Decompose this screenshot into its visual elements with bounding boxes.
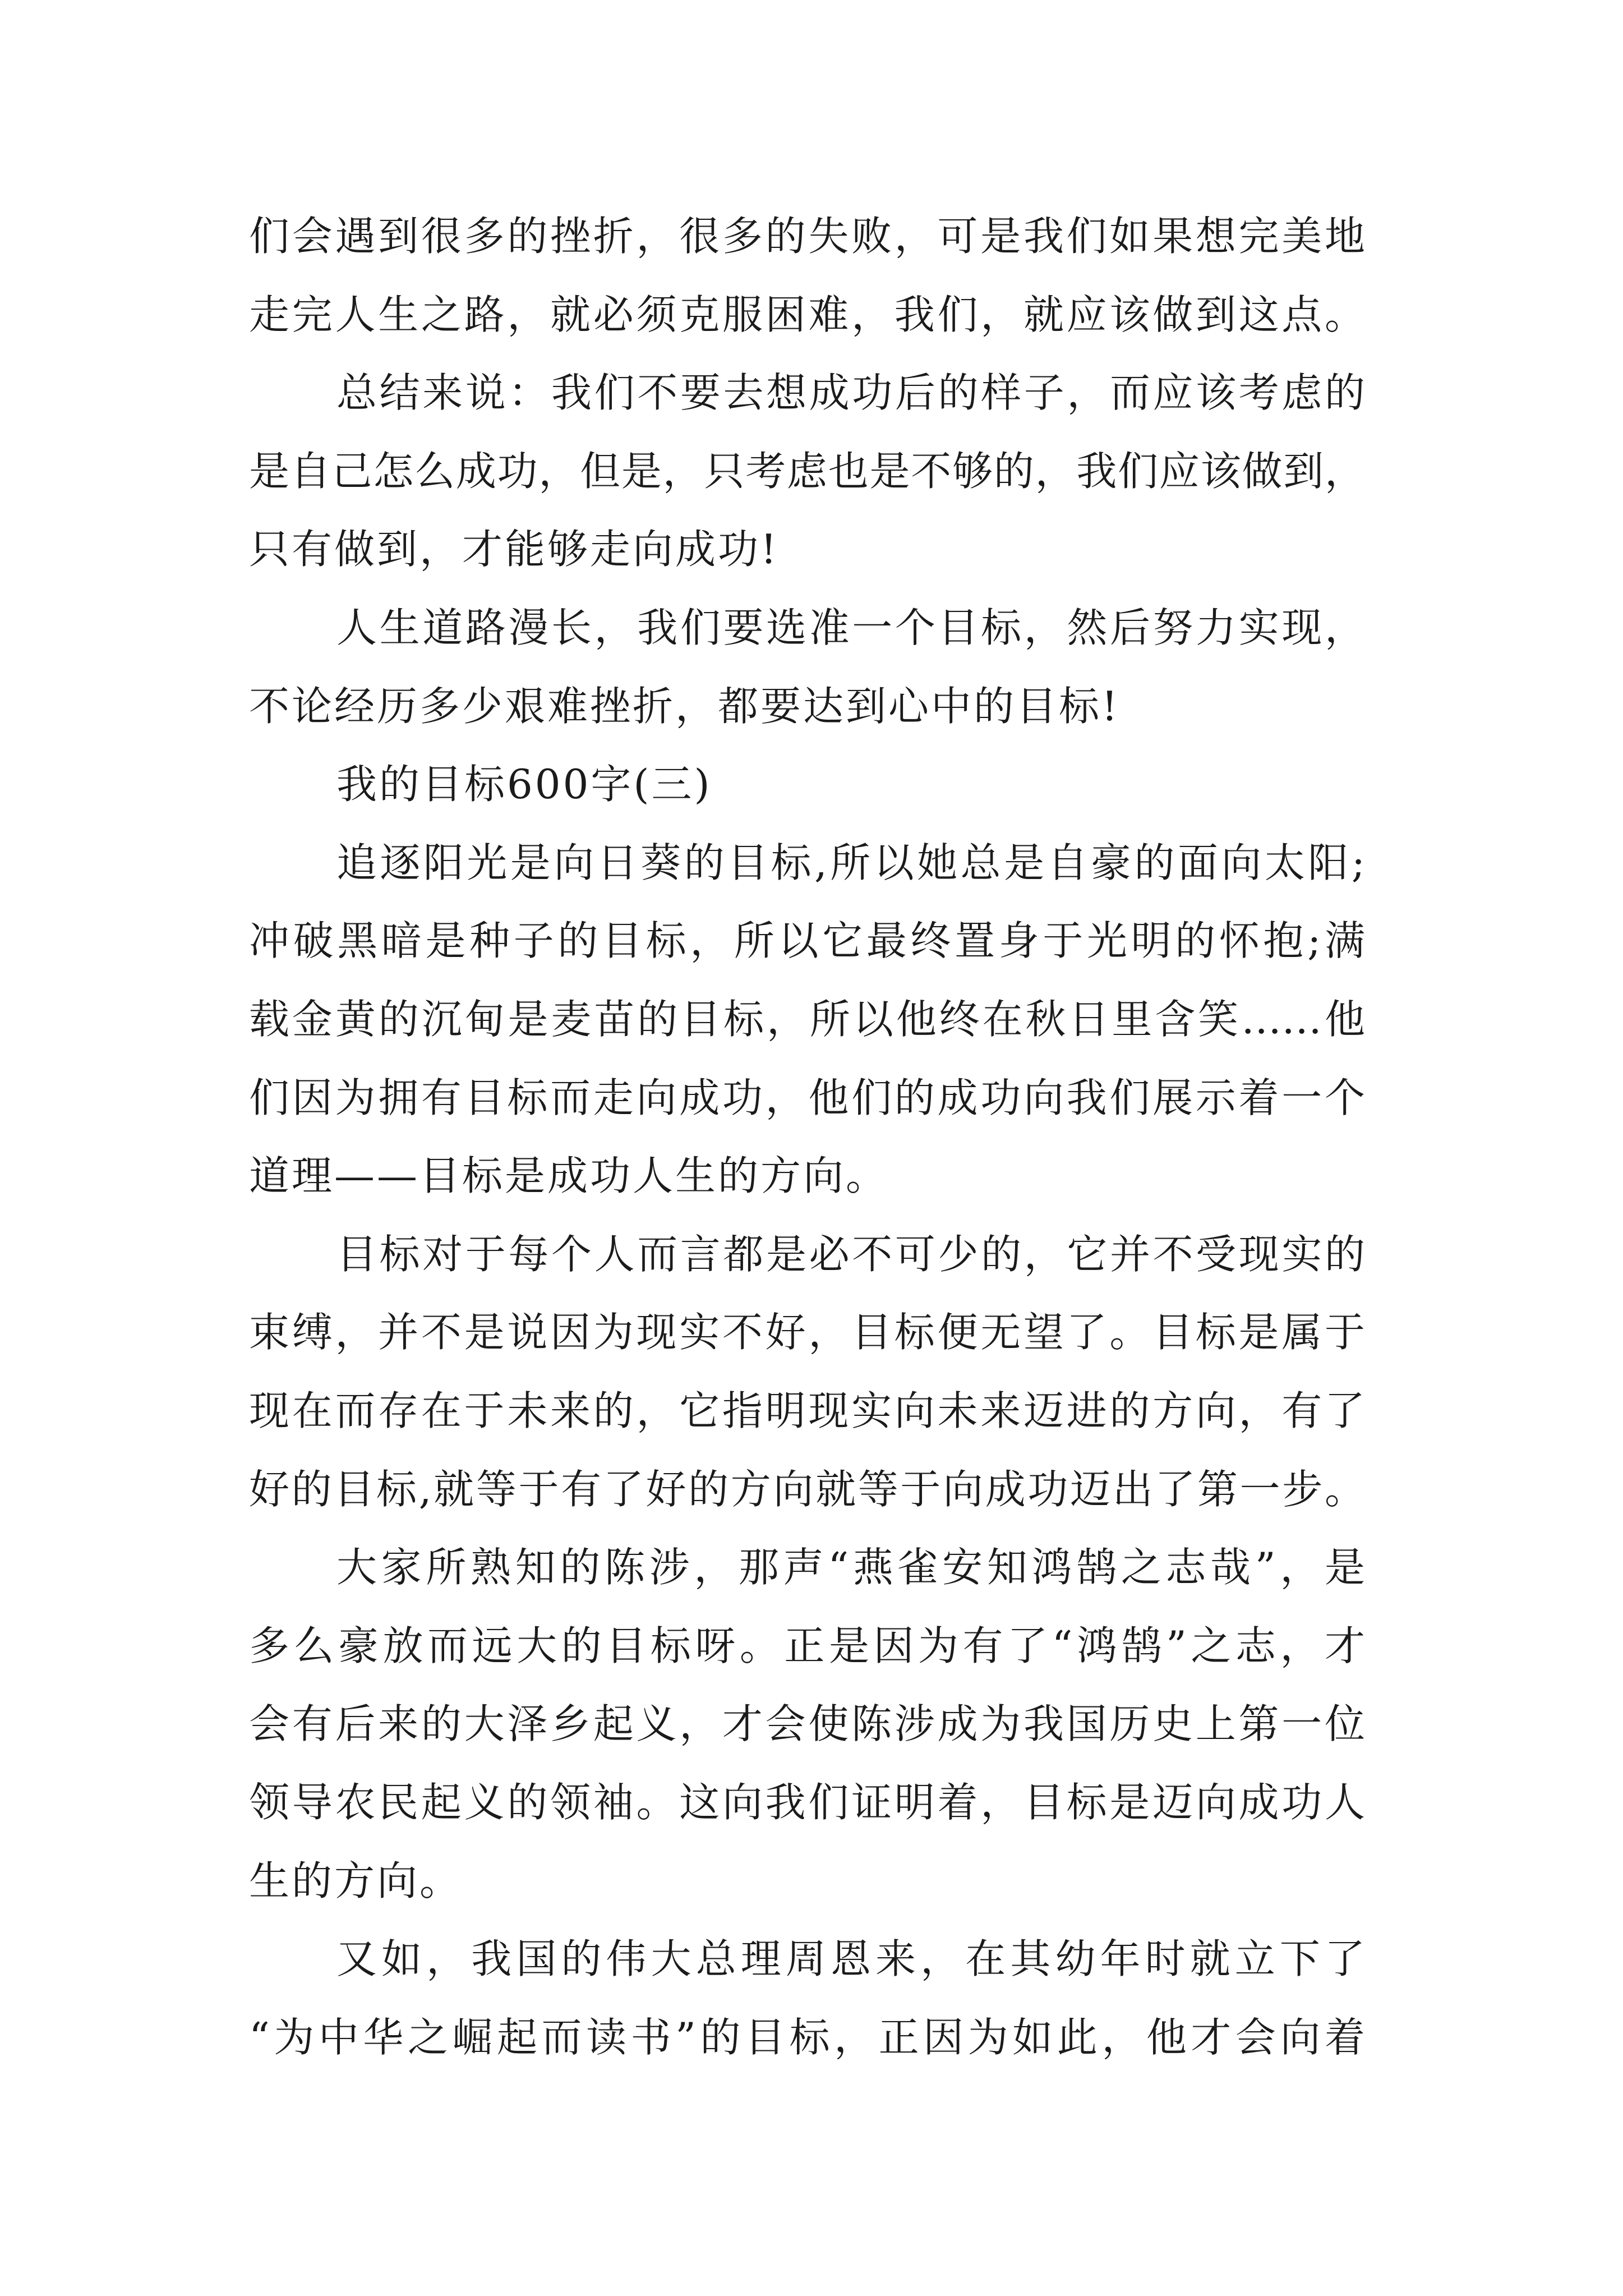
text-line: 只有做到，才能够走向成功! [249,526,779,573]
text-line: 多么豪放而远大的目标呀。正是因为有了“鸿鹄”之志，才 [249,1622,1365,1669]
text-line: 走完人生之路，就必须克服困难，我们，就应该做到这点。 [249,291,1365,338]
text-line: 追逐阳光是向日葵的目标,所以她总是自豪的面向太阳; [336,839,1365,886]
text-line: 领导农民起义的领袖。这向我们证明着，目标是迈向成功人 [249,1779,1365,1826]
text-line: 不论经历多少艰难挫折，都要达到心中的目标! [249,683,1120,730]
text-line: 现在而存在于未来的，它指明现实向未来迈进的方向，有了 [249,1387,1365,1434]
text-line: “为中华之崛起而读书”的目标，正因为如此，他才会向着 [249,2014,1365,2061]
text-line: 好的目标,就等于有了好的方向就等于向成功迈出了第一步。 [249,1466,1365,1513]
text-line: 大家所熟知的陈涉，那声“燕雀安知鸿鹄之志哉”，是 [336,1544,1365,1591]
heading-line: 我的目标600字(三) [336,761,712,808]
text-line: 目标对于每个人而言都是必不可少的，它并不受现实的 [336,1231,1365,1278]
text-line: 冲破黑暗是种子的目标，所以它最终置身于光明的怀抱;满 [249,917,1365,964]
text-line: 会有后来的大泽乡起义，才会使陈涉成为我国历史上第一位 [249,1700,1365,1747]
text-line: 载金黄的沉甸是麦苗的目标，所以他终在秋日里含笑……他 [249,996,1365,1043]
text-line: 们因为拥有目标而走向成功，他们的成功向我们展示着一个 [249,1074,1365,1121]
text-line: 们会遇到很多的挫折，很多的失败，可是我们如果想完美地 [249,213,1365,260]
text-line: 人生道路漫长，我们要选准一个目标，然后努力实现， [336,604,1365,651]
text-line: 总结来说：我们不要去想成功后的样子，而应该考虑的 [336,369,1365,416]
text-line: 道理——目标是成功人生的方向。 [249,1152,889,1199]
text-line: 是自己怎么成功，但是，只考虑也是不够的，我们应该做到， [249,448,1365,495]
text-line: 又如，我国的伟大总理周恩来，在其幼年时就立下了 [336,1935,1365,1982]
text-line: 束缚，并不是说因为现实不好，目标便无望了。目标是属于 [249,1309,1365,1356]
text-line: 生的方向。 [249,1857,463,1904]
